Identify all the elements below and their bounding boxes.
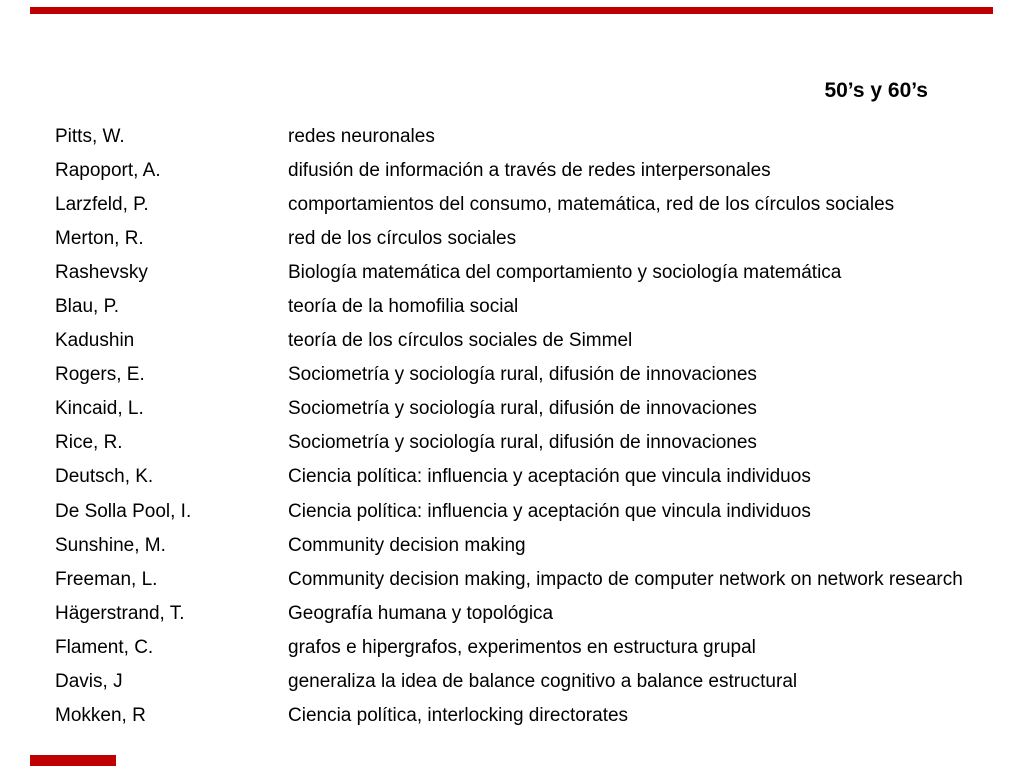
list-row [55, 630, 1006, 664]
list-row [55, 358, 1006, 392]
author-topic: Ciencia política: influencia y aceptación que vincula individuos [288, 500, 811, 522]
top-accent-bar [30, 7, 993, 14]
author-name: Mokken, R [55, 705, 146, 727]
list-row [55, 494, 1006, 528]
list-row [55, 221, 1006, 255]
slide-title: 50’s y 60’s [824, 79, 928, 102]
author-topic: comportamientos del consumo, matemática, red de los círculos sociales [288, 193, 895, 215]
author-topic: Geografía humana y topológica [288, 602, 554, 624]
author-topic: Community decision making [288, 534, 526, 556]
author-topic: Sociometría y sociología rural, difusión de innovaciones [288, 364, 757, 386]
list-row [55, 665, 1006, 699]
author-name: Rapoport, A. [55, 159, 161, 181]
list-row [55, 426, 1006, 460]
list-row [55, 255, 1006, 289]
author-topic: teoría de la homofilia social [288, 296, 519, 318]
author-name: Rogers, E. [55, 364, 145, 386]
author-name: Merton, R. [55, 227, 144, 249]
author-topic: Sociometría y sociología rural, difusión de innovaciones [288, 432, 757, 454]
author-name: Hägerstrand, T. [55, 602, 185, 624]
author-name: De Solla Pool, I. [55, 500, 192, 522]
author-name: Kincaid, L. [55, 398, 144, 420]
list-row [55, 153, 1006, 187]
footer-accent-block [30, 755, 116, 766]
list-row [55, 528, 1006, 562]
author-list [55, 119, 1006, 733]
list-row [55, 392, 1006, 426]
author-topic: Biología matemática del comportamiento y sociología matemática [288, 261, 842, 283]
author-topic: teoría de los círculos sociales de Simmel [288, 330, 633, 352]
list-row [55, 460, 1006, 494]
author-name: Deutsch, K. [55, 466, 154, 488]
list-row [55, 562, 1006, 596]
author-topic: red de los círculos sociales [288, 227, 517, 249]
list-row [55, 187, 1006, 221]
author-name: Rice, R. [55, 432, 123, 454]
author-topic: generaliza la idea de balance cognitivo a balance estructural [288, 671, 798, 693]
author-name: Davis, J [55, 671, 123, 693]
list-row [55, 596, 1006, 630]
author-topic: redes neuronales [288, 125, 435, 147]
author-topic: difusión de información a través de redes interpersonales [288, 159, 771, 181]
list-row [55, 289, 1006, 323]
list-row [55, 699, 1006, 733]
author-name: Freeman, L. [55, 568, 158, 590]
author-name: Kadushin [55, 330, 135, 352]
author-name: Pitts, W. [55, 125, 125, 147]
list-row [55, 119, 1006, 153]
author-topic: grafos e hipergrafos, experimentos en estructura grupal [288, 636, 756, 658]
author-name: Flament, C. [55, 636, 154, 658]
author-name: Rashevsky [55, 261, 148, 283]
author-topic: Community decision making, impacto de computer network on network research [288, 568, 963, 590]
author-topic: Sociometría y sociología rural, difusión de innovaciones [288, 398, 757, 420]
author-topic: Ciencia política, interlocking directorates [288, 705, 629, 727]
author-name: Sunshine, M. [55, 534, 166, 556]
author-name: Larzfeld, P. [55, 193, 149, 215]
list-row [55, 324, 1006, 358]
author-name: Blau, P. [55, 296, 120, 318]
author-topic: Ciencia política: influencia y aceptación que vincula individuos [288, 466, 811, 488]
